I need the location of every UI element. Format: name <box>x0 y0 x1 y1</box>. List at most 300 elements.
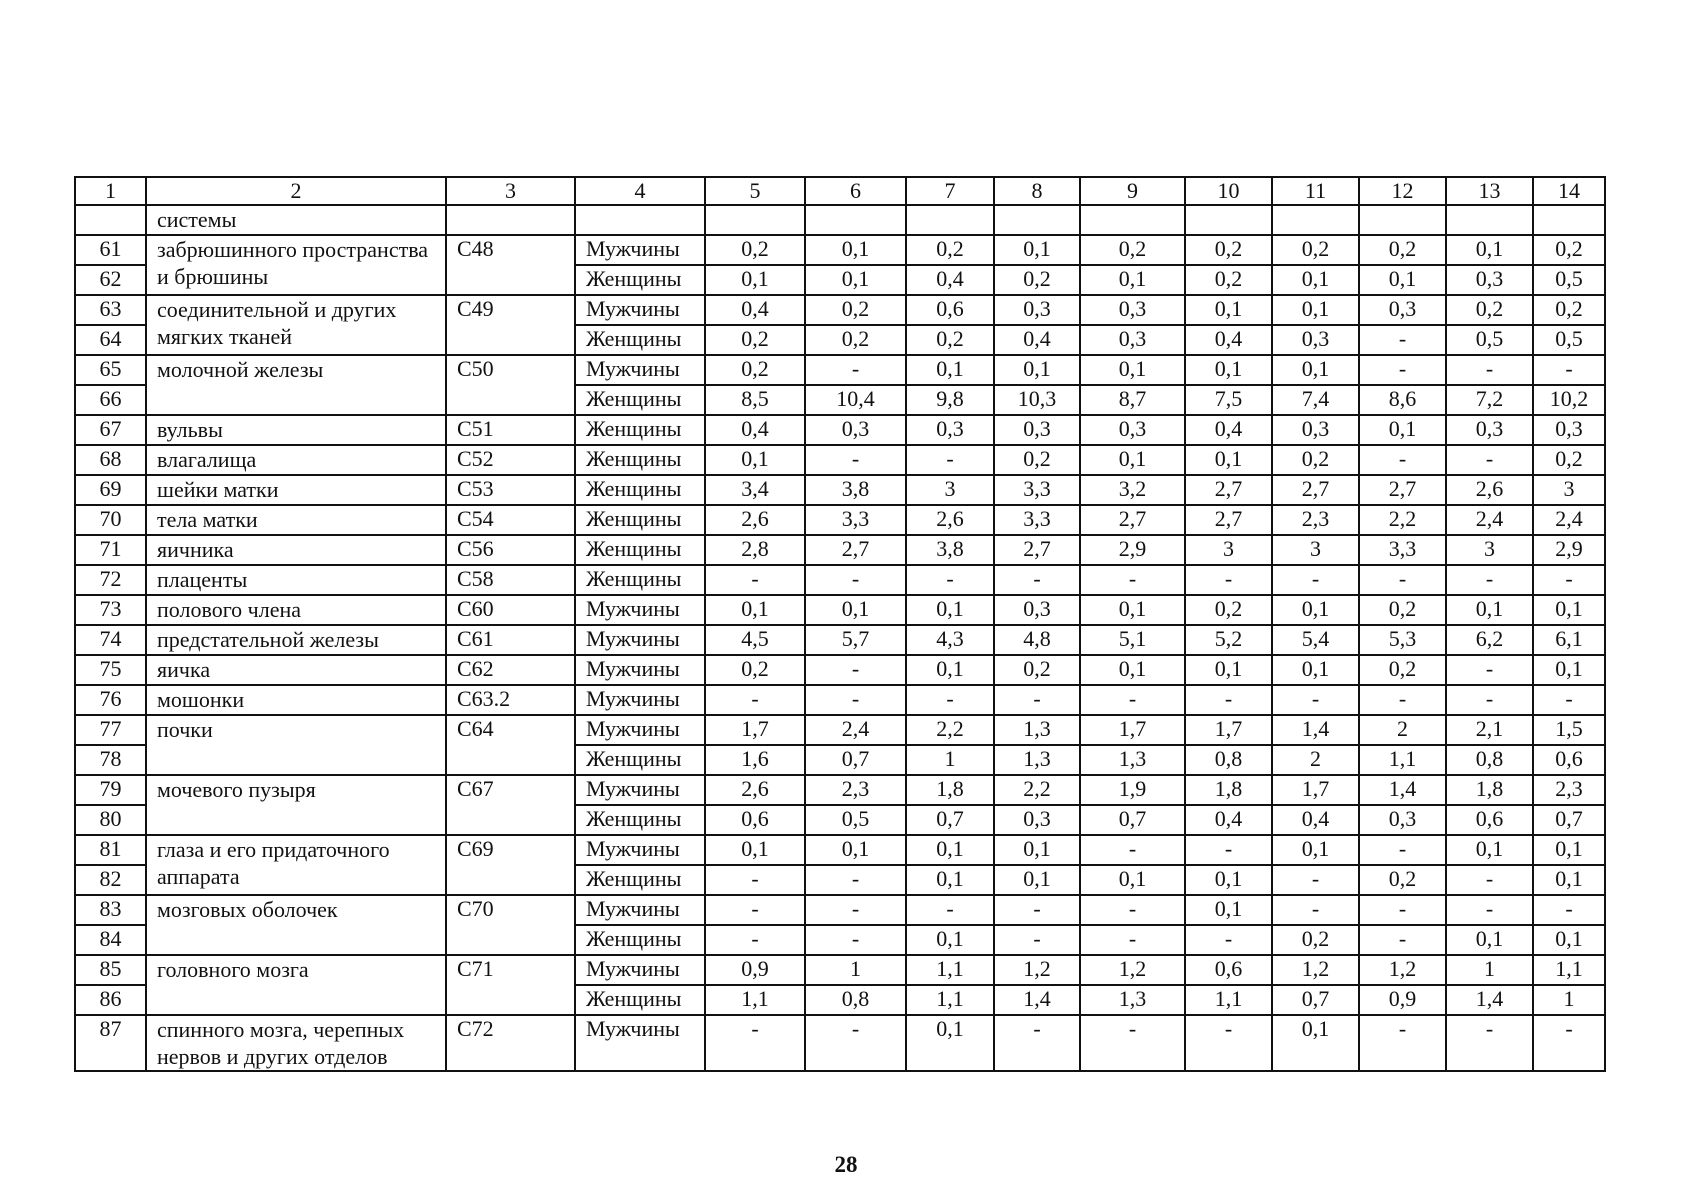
value-cell: - <box>805 1015 906 1071</box>
value-cell <box>906 205 994 235</box>
row-number-cell: 74 <box>75 625 146 655</box>
value-cell: 0,3 <box>1080 295 1185 325</box>
sex-cell: Женщины <box>575 535 705 565</box>
value-cell: 0,1 <box>906 1015 994 1071</box>
row-number-cell: 87 <box>75 1015 146 1071</box>
row-number-cell <box>75 205 146 235</box>
table-row <box>75 775 1605 805</box>
value-cell: 10,2 <box>1533 385 1605 415</box>
value-cell: 10,4 <box>805 385 906 415</box>
value-cell: - <box>1533 895 1605 925</box>
value-cell: 0,1 <box>1272 1015 1359 1071</box>
value-cell: 0,1 <box>1185 355 1272 385</box>
value-cell: 0,5 <box>1533 325 1605 355</box>
value-cell: 0,1 <box>1446 595 1533 625</box>
value-cell: 0,1 <box>994 235 1080 265</box>
site-cell: мошонки <box>146 685 446 715</box>
value-cell: 2,4 <box>1533 505 1605 535</box>
value-cell: 0,5 <box>805 805 906 835</box>
value-cell: - <box>994 925 1080 955</box>
row-number-cell: 84 <box>75 925 146 955</box>
value-cell: 1,1 <box>906 985 994 1015</box>
value-cell: 1,1 <box>705 985 805 1015</box>
icd-code-cell: C60 <box>446 595 575 625</box>
value-cell: - <box>1446 685 1533 715</box>
value-cell: 2,6 <box>906 505 994 535</box>
value-cell: 1,1 <box>906 955 994 985</box>
value-cell: 0,2 <box>1533 235 1605 265</box>
value-cell: 1,4 <box>1446 985 1533 1015</box>
sex-cell: Женщины <box>575 925 705 955</box>
sex-cell: Мужчины <box>575 715 705 745</box>
value-cell: - <box>1080 895 1185 925</box>
value-cell: 0,3 <box>1272 325 1359 355</box>
row-number-cell: 77 <box>75 715 146 745</box>
value-cell: 0,4 <box>705 295 805 325</box>
row-number-cell: 86 <box>75 985 146 1015</box>
row-number-cell: 83 <box>75 895 146 925</box>
value-cell: 0,2 <box>705 325 805 355</box>
table-row <box>75 955 1605 985</box>
value-cell: - <box>705 685 805 715</box>
value-cell: 1,1 <box>1533 955 1605 985</box>
value-cell: 0,1 <box>1272 265 1359 295</box>
sex-cell <box>575 205 705 235</box>
value-cell: 3 <box>906 475 994 505</box>
icd-code-cell: C70 <box>446 895 575 955</box>
value-cell: 0,1 <box>805 265 906 295</box>
value-cell: 5,7 <box>805 625 906 655</box>
value-cell: 0,3 <box>906 415 994 445</box>
value-cell: 3,3 <box>994 475 1080 505</box>
value-cell: - <box>1446 1015 1533 1071</box>
value-cell: 0,4 <box>1272 805 1359 835</box>
value-cell: 2,3 <box>1533 775 1605 805</box>
table-row <box>75 505 1605 535</box>
icd-code-cell: C54 <box>446 505 575 535</box>
row-number-cell: 73 <box>75 595 146 625</box>
icd-code-cell: C72 <box>446 1015 575 1071</box>
value-cell: 2,3 <box>1272 505 1359 535</box>
table-row <box>75 535 1605 565</box>
value-cell: 2,2 <box>994 775 1080 805</box>
value-cell: 1 <box>1446 955 1533 985</box>
value-cell: 0,1 <box>805 595 906 625</box>
table-row <box>75 715 1605 745</box>
value-cell: 3,8 <box>805 475 906 505</box>
value-cell: 1,7 <box>1080 715 1185 745</box>
icd-code-cell: C61 <box>446 625 575 655</box>
value-cell: 0,1 <box>1272 355 1359 385</box>
value-cell: 0,1 <box>1080 445 1185 475</box>
column-number-cell: 1 <box>75 177 146 205</box>
sex-cell: Женщины <box>575 415 705 445</box>
value-cell: 0,5 <box>1446 325 1533 355</box>
value-cell: 0,3 <box>1533 415 1605 445</box>
value-cell: - <box>1272 895 1359 925</box>
table-row <box>75 595 1605 625</box>
value-cell: 2,6 <box>705 505 805 535</box>
column-number-cell: 9 <box>1080 177 1185 205</box>
value-cell: 2,7 <box>994 535 1080 565</box>
value-cell: - <box>805 865 906 895</box>
value-cell: 0,2 <box>1359 865 1446 895</box>
row-number-cell: 64 <box>75 325 146 355</box>
icd-code-cell: C69 <box>446 835 575 895</box>
value-cell: 0,2 <box>1080 235 1185 265</box>
table-row <box>75 295 1605 325</box>
value-cell: - <box>705 1015 805 1071</box>
sex-cell: Женщины <box>575 985 705 1015</box>
value-cell: 2,7 <box>1080 505 1185 535</box>
value-cell: 0,2 <box>1533 295 1605 325</box>
value-cell: 3,3 <box>994 505 1080 535</box>
value-cell: 0,1 <box>805 235 906 265</box>
value-cell: - <box>1185 1015 1272 1071</box>
value-cell: 2,2 <box>906 715 994 745</box>
value-cell <box>705 205 805 235</box>
sex-cell: Мужчины <box>575 835 705 865</box>
icd-code-cell: C67 <box>446 775 575 835</box>
value-cell: - <box>1446 565 1533 595</box>
sex-cell: Мужчины <box>575 295 705 325</box>
value-cell <box>1185 205 1272 235</box>
value-cell: 6,2 <box>1446 625 1533 655</box>
value-cell: - <box>1446 865 1533 895</box>
value-cell: - <box>1533 565 1605 595</box>
value-cell: 1,5 <box>1533 715 1605 745</box>
row-number-cell: 75 <box>75 655 146 685</box>
value-cell: 0,6 <box>1533 745 1605 775</box>
value-cell: 2,4 <box>1446 505 1533 535</box>
value-cell: 0,1 <box>705 265 805 295</box>
value-cell: 3,2 <box>1080 475 1185 505</box>
value-cell: 0,1 <box>705 445 805 475</box>
value-cell: 10,3 <box>994 385 1080 415</box>
table-row <box>75 1015 1605 1071</box>
sex-cell: Мужчины <box>575 355 705 385</box>
value-cell: 3,3 <box>1359 535 1446 565</box>
table-row <box>75 445 1605 475</box>
value-cell: 0,1 <box>1080 355 1185 385</box>
value-cell: 1,4 <box>1359 775 1446 805</box>
row-number-cell: 62 <box>75 265 146 295</box>
sex-cell: Женщины <box>575 385 705 415</box>
site-cell: мозговых оболочек <box>146 895 446 955</box>
value-cell: 1,4 <box>994 985 1080 1015</box>
icd-code-cell: C58 <box>446 565 575 595</box>
value-cell: 7,4 <box>1272 385 1359 415</box>
sex-cell: Мужчины <box>575 775 705 805</box>
value-cell: 0,2 <box>1185 265 1272 295</box>
value-cell: 0,3 <box>1359 295 1446 325</box>
table-row <box>75 685 1605 715</box>
value-cell: 0,1 <box>1533 835 1605 865</box>
value-cell: 0,1 <box>805 835 906 865</box>
value-cell: 0,7 <box>906 805 994 835</box>
column-number-cell: 7 <box>906 177 994 205</box>
value-cell: 2 <box>1272 745 1359 775</box>
value-cell: - <box>906 685 994 715</box>
value-cell: - <box>1446 355 1533 385</box>
row-number-cell: 71 <box>75 535 146 565</box>
site-cell: почки <box>146 715 446 775</box>
value-cell: 0,3 <box>994 805 1080 835</box>
value-cell: - <box>1446 445 1533 475</box>
value-cell: - <box>1359 835 1446 865</box>
value-cell: - <box>805 445 906 475</box>
page-number: 28 <box>834 1152 858 1177</box>
value-cell: 0,3 <box>1080 415 1185 445</box>
value-cell: 1,7 <box>1185 715 1272 745</box>
value-cell: 0,7 <box>1272 985 1359 1015</box>
value-cell: - <box>1185 835 1272 865</box>
value-cell: 2,6 <box>705 775 805 805</box>
statistics-table <box>74 176 1606 1072</box>
value-cell: 0,2 <box>1533 445 1605 475</box>
value-cell: - <box>1359 1015 1446 1071</box>
value-cell: - <box>1533 355 1605 385</box>
value-cell: 2,6 <box>1446 475 1533 505</box>
value-cell: 0,1 <box>1080 655 1185 685</box>
value-cell <box>1272 205 1359 235</box>
value-cell: 1,8 <box>906 775 994 805</box>
site-cell: системы <box>146 205 446 235</box>
site-cell: плаценты <box>146 565 446 595</box>
sex-cell: Мужчины <box>575 655 705 685</box>
value-cell: 0,2 <box>1272 445 1359 475</box>
row-number-cell: 79 <box>75 775 146 805</box>
value-cell: 2,4 <box>805 715 906 745</box>
value-cell: - <box>1185 925 1272 955</box>
icd-code-cell: C62 <box>446 655 575 685</box>
site-cell: глаза и его придаточного аппарата <box>146 835 446 895</box>
value-cell: 2,7 <box>1272 475 1359 505</box>
value-cell: 3 <box>1272 535 1359 565</box>
value-cell: - <box>1446 895 1533 925</box>
column-number-cell: 5 <box>705 177 805 205</box>
value-cell <box>994 205 1080 235</box>
value-cell: 0,1 <box>1359 415 1446 445</box>
value-cell: - <box>1080 685 1185 715</box>
value-cell: - <box>705 895 805 925</box>
value-cell: - <box>994 685 1080 715</box>
table-row <box>75 475 1605 505</box>
value-cell: 0,2 <box>705 355 805 385</box>
sex-cell: Мужчины <box>575 685 705 715</box>
sex-cell: Женщины <box>575 865 705 895</box>
value-cell: 5,1 <box>1080 625 1185 655</box>
table-row <box>75 565 1605 595</box>
site-cell: яичка <box>146 655 446 685</box>
value-cell: - <box>1080 835 1185 865</box>
row-number-cell: 68 <box>75 445 146 475</box>
value-cell: 2,1 <box>1446 715 1533 745</box>
site-cell: вульвы <box>146 415 446 445</box>
value-cell: 1,2 <box>1080 955 1185 985</box>
icd-code-cell: C49 <box>446 295 575 355</box>
value-cell: 1,6 <box>705 745 805 775</box>
column-number-cell: 3 <box>446 177 575 205</box>
value-cell: 2,9 <box>1533 535 1605 565</box>
row-number-cell: 70 <box>75 505 146 535</box>
value-cell: 1,7 <box>705 715 805 745</box>
value-cell: 1,9 <box>1080 775 1185 805</box>
row-number-cell: 72 <box>75 565 146 595</box>
value-cell: - <box>805 685 906 715</box>
value-cell: 0,6 <box>1446 805 1533 835</box>
sex-cell: Женщины <box>575 475 705 505</box>
value-cell: - <box>1080 925 1185 955</box>
value-cell: 0,8 <box>1446 745 1533 775</box>
value-cell: 4,3 <box>906 625 994 655</box>
row-number-cell: 76 <box>75 685 146 715</box>
value-cell: 3 <box>1533 475 1605 505</box>
value-cell: 0,1 <box>994 865 1080 895</box>
value-cell: - <box>1359 445 1446 475</box>
value-cell: 0,1 <box>1533 925 1605 955</box>
value-cell: 1 <box>805 955 906 985</box>
value-cell: - <box>994 1015 1080 1071</box>
sex-cell: Женщины <box>575 565 705 595</box>
icd-code-cell: C64 <box>446 715 575 775</box>
value-cell: - <box>906 565 994 595</box>
value-cell: 1 <box>1533 985 1605 1015</box>
value-cell: 2,2 <box>1359 505 1446 535</box>
value-cell: 0,2 <box>1272 925 1359 955</box>
value-cell: - <box>1359 325 1446 355</box>
value-cell: 0,2 <box>705 235 805 265</box>
site-cell: забрюшинного пространства и брюшины <box>146 235 446 295</box>
site-cell: яичника <box>146 535 446 565</box>
value-cell: 0,1 <box>906 865 994 895</box>
icd-code-cell <box>446 205 575 235</box>
value-cell: 2,7 <box>1185 505 1272 535</box>
value-cell: 0,1 <box>1446 235 1533 265</box>
value-cell: 0,4 <box>1185 805 1272 835</box>
row-number-cell: 69 <box>75 475 146 505</box>
value-cell: - <box>1185 685 1272 715</box>
site-cell: полового члена <box>146 595 446 625</box>
value-cell: - <box>994 895 1080 925</box>
value-cell: 0,2 <box>1359 655 1446 685</box>
value-cell: 0,4 <box>705 415 805 445</box>
sex-cell: Мужчины <box>575 625 705 655</box>
value-cell: - <box>805 565 906 595</box>
value-cell: 0,3 <box>994 415 1080 445</box>
value-cell: 1,1 <box>1359 745 1446 775</box>
icd-code-cell: C52 <box>446 445 575 475</box>
value-cell: - <box>1080 1015 1185 1071</box>
value-cell: 1,3 <box>1080 985 1185 1015</box>
value-cell: 0,1 <box>1272 295 1359 325</box>
value-cell: 0,1 <box>1080 595 1185 625</box>
value-cell: 0,1 <box>1533 865 1605 895</box>
column-number-cell: 6 <box>805 177 906 205</box>
value-cell: - <box>1359 895 1446 925</box>
value-cell: 3,8 <box>906 535 994 565</box>
value-cell: 0,1 <box>1185 445 1272 475</box>
sex-cell: Мужчины <box>575 1015 705 1071</box>
sex-cell: Женщины <box>575 325 705 355</box>
value-cell: 0,2 <box>805 325 906 355</box>
table-row <box>75 895 1605 925</box>
value-cell: 0,7 <box>805 745 906 775</box>
value-cell: 0,2 <box>994 265 1080 295</box>
value-cell: 0,3 <box>994 595 1080 625</box>
value-cell: 0,3 <box>805 415 906 445</box>
value-cell: 0,2 <box>805 295 906 325</box>
row-number-cell: 66 <box>75 385 146 415</box>
value-cell: 0,1 <box>1533 595 1605 625</box>
table-row <box>75 835 1605 865</box>
row-number-cell: 63 <box>75 295 146 325</box>
row-number-cell: 67 <box>75 415 146 445</box>
value-cell: - <box>705 565 805 595</box>
value-cell: - <box>906 895 994 925</box>
table-row <box>75 235 1605 265</box>
value-cell: 6,1 <box>1533 625 1605 655</box>
value-cell: 0,2 <box>1446 295 1533 325</box>
value-cell: - <box>805 655 906 685</box>
value-cell: 7,5 <box>1185 385 1272 415</box>
value-cell: 3,3 <box>805 505 906 535</box>
value-cell: 0,6 <box>1185 955 1272 985</box>
value-cell: 0,2 <box>906 325 994 355</box>
value-cell: 0,6 <box>705 805 805 835</box>
site-cell: молочной железы <box>146 355 446 415</box>
row-number-cell: 85 <box>75 955 146 985</box>
site-cell: шейки матки <box>146 475 446 505</box>
value-cell: - <box>805 355 906 385</box>
icd-code-cell: C71 <box>446 955 575 1015</box>
value-cell: 0,1 <box>705 595 805 625</box>
column-number-cell: 8 <box>994 177 1080 205</box>
value-cell: 0,4 <box>906 265 994 295</box>
value-cell: 2,3 <box>805 775 906 805</box>
value-cell: 3,4 <box>705 475 805 505</box>
value-cell: 0,2 <box>1185 235 1272 265</box>
value-cell: - <box>1446 655 1533 685</box>
value-cell: 0,1 <box>1080 865 1185 895</box>
sex-cell: Женщины <box>575 745 705 775</box>
site-cell: спинного мозга, черепных нервов и других отделов <box>146 1015 446 1071</box>
value-cell: 0,8 <box>805 985 906 1015</box>
site-cell: головного мозга <box>146 955 446 1015</box>
value-cell: 0,4 <box>1185 415 1272 445</box>
sex-cell: Женщины <box>575 445 705 475</box>
site-cell: влагалища <box>146 445 446 475</box>
value-cell: 1,4 <box>1272 715 1359 745</box>
value-cell: 0,9 <box>705 955 805 985</box>
value-cell: 0,4 <box>1185 325 1272 355</box>
value-cell: 2,9 <box>1080 535 1185 565</box>
value-cell: 2 <box>1359 715 1446 745</box>
table-row <box>75 205 1605 235</box>
row-number-cell: 65 <box>75 355 146 385</box>
value-cell: - <box>805 895 906 925</box>
value-cell: 0,1 <box>1185 295 1272 325</box>
value-cell: - <box>1272 565 1359 595</box>
value-cell: - <box>805 925 906 955</box>
value-cell: - <box>1359 355 1446 385</box>
value-cell: 3 <box>1185 535 1272 565</box>
value-cell: 0,2 <box>1359 235 1446 265</box>
value-cell: 8,6 <box>1359 385 1446 415</box>
value-cell <box>805 205 906 235</box>
row-number-cell: 78 <box>75 745 146 775</box>
sex-cell: Женщины <box>575 505 705 535</box>
